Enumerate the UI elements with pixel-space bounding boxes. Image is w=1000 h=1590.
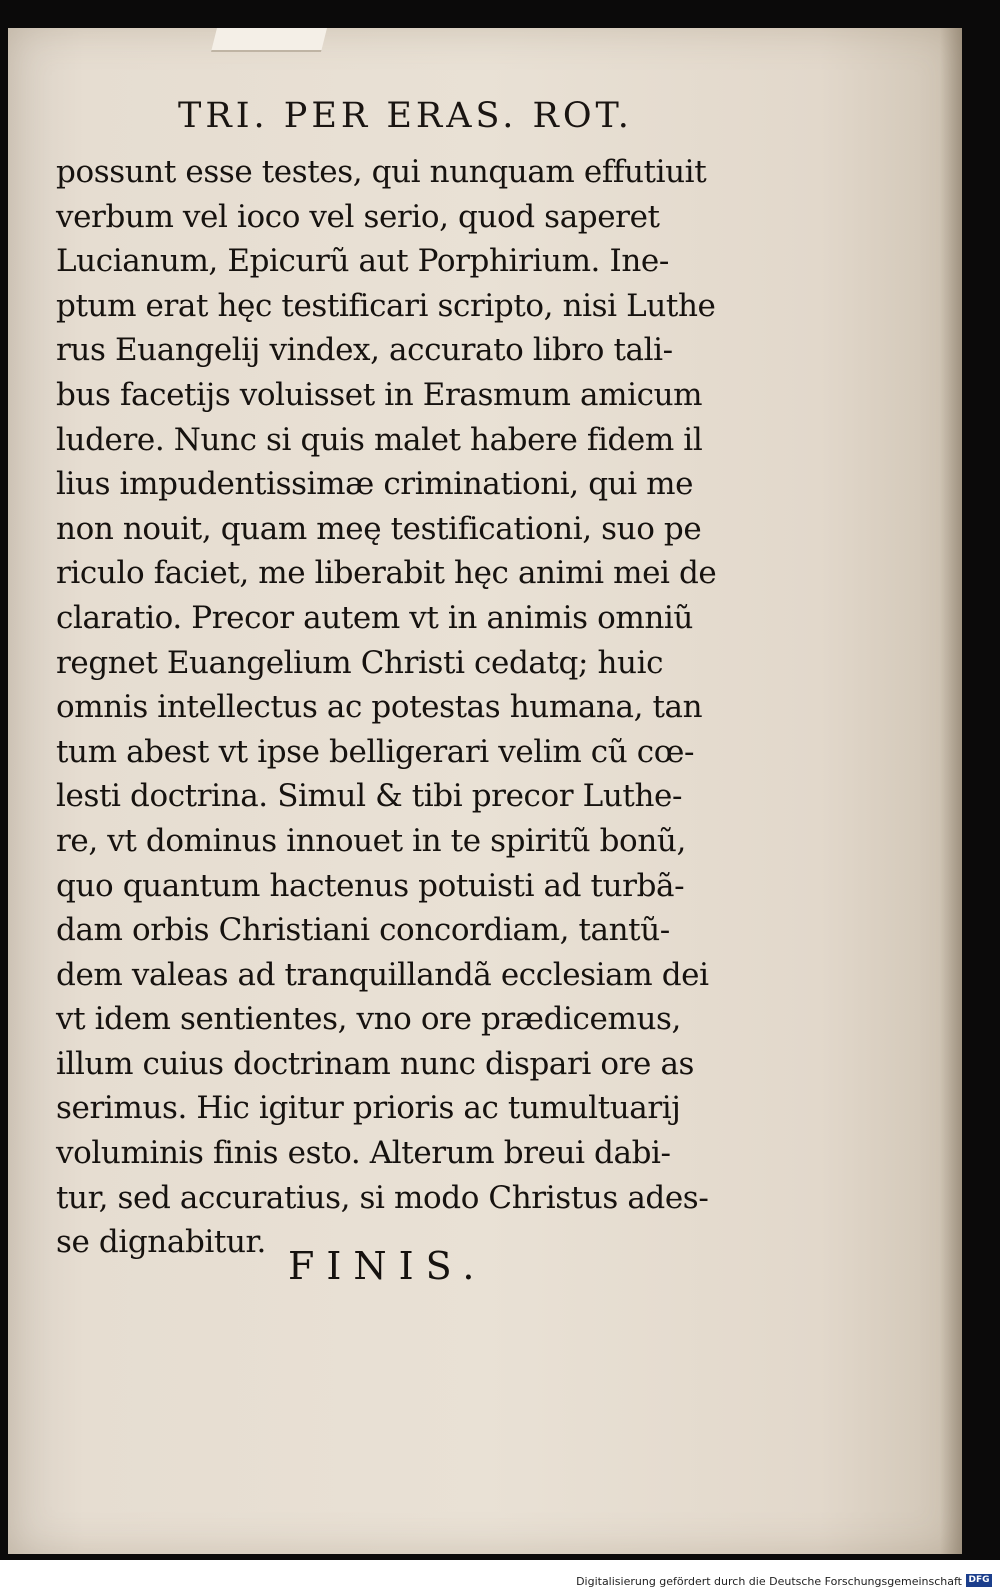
text-line: re, vt dominus innouet in te spiritũ bonũ,: [56, 822, 686, 859]
footer-credit: Digitalisierung gefördert durch die Deutsche Forschungsgemeinschaft: [576, 1575, 962, 1588]
closing-word: FINIS.: [288, 1244, 487, 1288]
text-line: omnis intellectus ac potestas humana, tan: [56, 689, 703, 726]
text-line: riculo faciet, me liberabit hęc animi mei de: [56, 555, 717, 592]
text-line: voluminis finis esto. Alterum breui dabi-: [56, 1135, 671, 1172]
running-head: TRI. PER ERAS. ROT.: [178, 96, 633, 136]
text-line: non nouit, quam meę testificationi, suo pe: [56, 510, 702, 547]
text-line: lius impudentissimæ criminationi, qui me: [56, 466, 694, 503]
text-line: ptum erat hęc testificari scripto, nisi Luthe: [56, 287, 716, 324]
text-line: lesti doctrina. Simul & tibi precor Luthe-: [56, 778, 683, 815]
text-line: Lucianum, Epicurũ aut Porphirium. Ine-: [56, 243, 669, 280]
text-line: claratio. Precor autem vt in animis omniũ: [56, 599, 693, 636]
text-line: rus Euangelij vindex, accurato libro tali-: [56, 332, 673, 369]
text-line: tur, sed accuratius, si modo Christus ades-: [56, 1179, 709, 1216]
text-line: verbum vel ioco vel serio, quod saperet: [56, 198, 660, 235]
text-line: quo quantum hactenus potuisti ad turbã-: [56, 867, 685, 904]
text-line: vt idem sentientes, vno ore prædicemus,: [56, 1001, 681, 1038]
text-line: bus facetijs voluisset in Erasmum amicum: [56, 376, 703, 413]
text-line: tum abest vt ipse belligerari velim cũ cœ-: [56, 733, 695, 770]
text-line: se dignabitur.: [56, 1224, 267, 1261]
dfg-logo: DFG: [966, 1574, 992, 1587]
text-line: ludere. Nunc si quis malet habere fidem il: [56, 421, 703, 458]
text-line: dem valeas ad tranquillandã ecclesiam dei: [56, 956, 709, 993]
text-line: possunt esse testes, qui nunquam effutiuit: [56, 154, 707, 190]
page-tear: [211, 28, 327, 52]
text-line: serimus. Hic igitur prioris ac tumultuarij: [56, 1090, 681, 1127]
text-line: dam orbis Christiani concordiam, tantũ-: [56, 912, 670, 949]
body-text: [56, 150, 776, 1265]
text-line: regnet Euangelium Christi cedatq; huic: [56, 644, 664, 681]
page-edge-shadow: [940, 28, 962, 1554]
text-line: illum cuius doctrinam nunc dispari ore as: [56, 1045, 695, 1082]
